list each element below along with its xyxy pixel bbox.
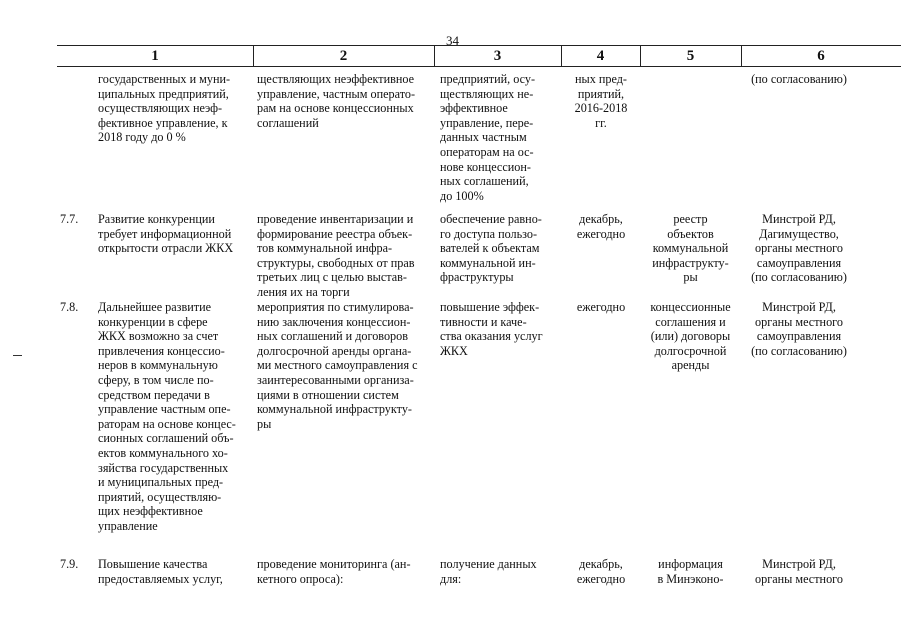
row-result: повышение эффек- тивности и каче- ства оказания услуг ЖКХ xyxy=(440,300,543,358)
row-responsible: Минстрой РД, Дагимущество, органы местного самоуправления (по согласованию) xyxy=(751,212,847,285)
row-document: концессионные соглашения и (или) договоры долгосрочной аренды xyxy=(650,300,731,373)
page-number: 34 xyxy=(446,33,459,48)
row-goal: Развитие конкуренции требует информационной открытости отрасли ЖКХ xyxy=(98,212,234,256)
row-deadline: ежегодно xyxy=(576,300,626,314)
row-result: предприятий, осу- ществляющих не- эффективное управление, пере- данных частным операторам на ос- нове концессион- ных соглашений, до 100% xyxy=(440,72,536,203)
row-goal: Повышение качества предоставляемых услуг, xyxy=(98,557,223,586)
row-result: обеспечение равно- го доступа пользо- вателей к объектам коммунальной ин- фраструктуры xyxy=(440,212,542,285)
row-document: реестр объектов коммунальной инфраструкту- ры xyxy=(652,212,729,285)
row-deadline: ных пред- приятий, 2016-2018 гг. xyxy=(574,72,628,130)
row-goal: Дальнейшее развитие конкуренции в сфере ЖКХ возможно за счет привлечения концессио- неров в коммунальную сферу, в том числе по- средством передачи в управление частным опе- раторам на основе концес- сионных соглашений объ- ектов коммунального хо- зяйства государственных и муниципальных пред- приятий, осуществляю- щих неэффективное управление xyxy=(98,300,236,533)
row-measure: проведение инвентаризации и формирование реестра объек- тов коммунальной инфра- структуры, свободных от прав третьих лиц с целью выстав- ления их на торги xyxy=(257,212,415,299)
scan-mark xyxy=(13,355,22,356)
row-number: 7.9. xyxy=(60,557,79,571)
column-header-2: 2 xyxy=(339,48,348,64)
column-header-5: 5 xyxy=(686,48,695,64)
row-deadline: декабрь, ежегодно xyxy=(576,212,626,241)
row-responsible: Минстрой РД, органы местного xyxy=(755,557,843,586)
row-goal: государственных и муни- ципальных предприятий, осуществляющих неэф- фективное управление, к 2018 году до 0 % xyxy=(98,72,231,145)
row-responsible: Минстрой РД, органы местного самоуправления (по согласованию) xyxy=(751,300,847,358)
column-header-6: 6 xyxy=(817,48,825,64)
row-document: информация в Минэконо- xyxy=(657,557,724,586)
row-number: 7.7. xyxy=(60,212,79,226)
column-header-1: 1 xyxy=(151,48,159,64)
row-measure: проведение мониторинга (ан- кетного опроса): xyxy=(257,557,411,586)
column-header-4: 4 xyxy=(596,48,605,64)
row-deadline: декабрь, ежегодно xyxy=(576,557,626,586)
column-header-3: 3 xyxy=(493,48,502,64)
row-measure: мероприятия по стимулирова- нию заключения концессион- ных соглашений и договоров долгосрочной аренды органа- ми местного самоуправления с заинтересованными организа- циями в отношении систем коммунальной инфраструкту- ры xyxy=(257,300,418,431)
row-result: получение данных для: xyxy=(440,557,537,586)
row-measure: ществляющих неэффективное управление, частным операто- рам на основе концессионных соглашений xyxy=(257,72,416,130)
row-number: 7.8. xyxy=(60,300,79,314)
row-responsible: (по согласованию) xyxy=(751,72,847,86)
header-top-rule xyxy=(57,45,901,46)
header-bottom-rule xyxy=(57,66,901,67)
